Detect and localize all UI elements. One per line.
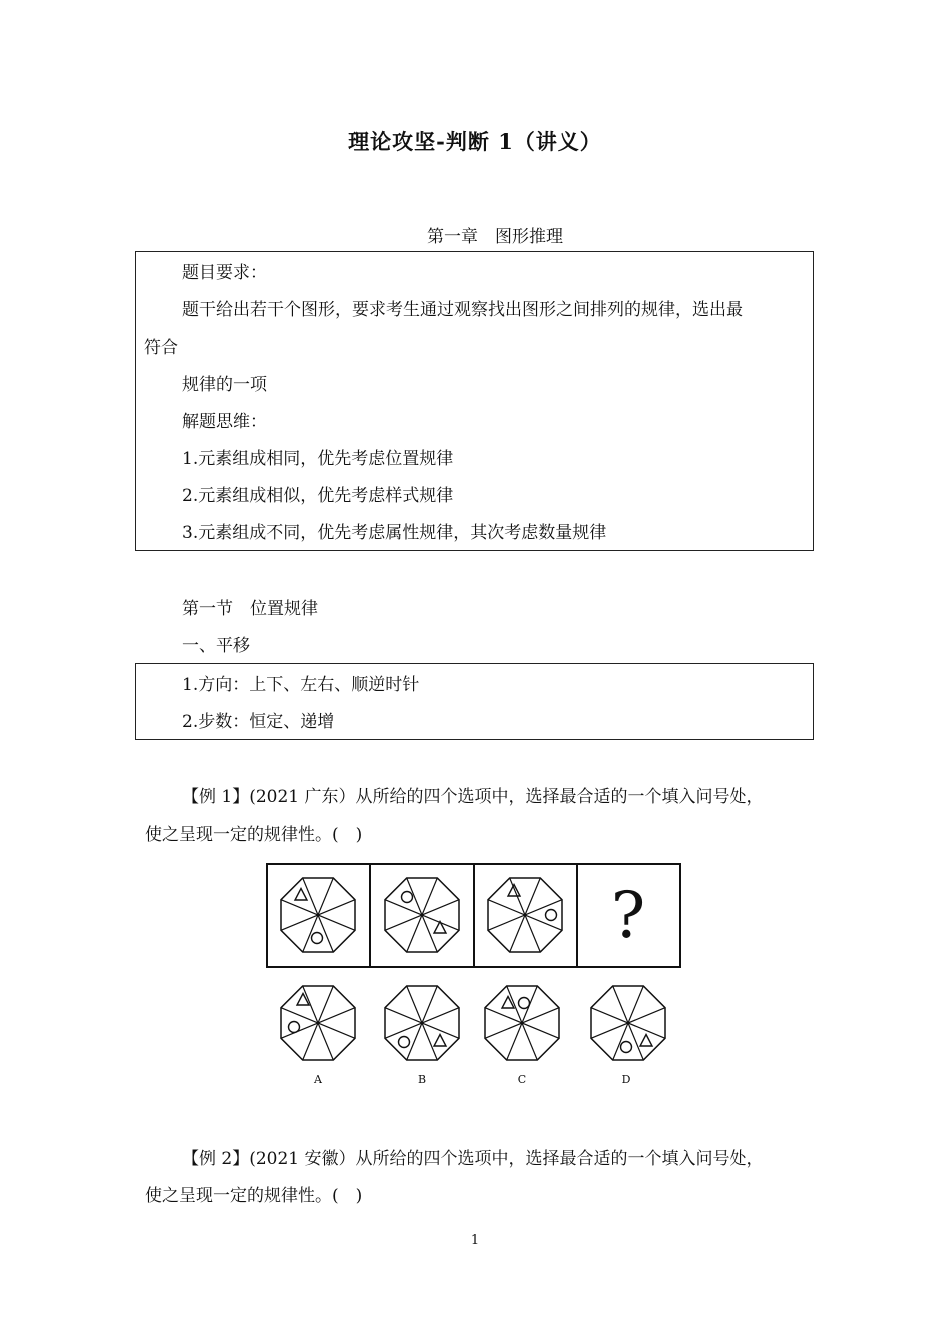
example2-line2: 使之呈现一定的规律性。( ) (145, 1186, 363, 1206)
question-mark: ? (610, 879, 646, 953)
chapter-heading: 第一章 图形推理 (427, 227, 563, 247)
example2-line1: 【例 2】(2021 安徽）从所给的四个选项中，选择最合适的一个填入问号处， (182, 1149, 764, 1169)
option-a-label: A (314, 1073, 322, 1086)
requirements-text-continued: 符合 (144, 338, 178, 358)
thinking-item-2: 2.元素组成相似，优先考虑样式规律 (182, 486, 454, 506)
thinking-heading: 解题思维： (182, 412, 267, 432)
option-a-figure[interactable] (281, 986, 355, 1060)
question-figure-3 (488, 878, 562, 952)
example1-figure (260, 855, 690, 1095)
translation-item-2: 2.步数：恒定、递增 (182, 712, 335, 732)
section-heading: 第一节 位置规律 (182, 599, 318, 619)
translation-box (135, 663, 814, 740)
option-d-figure[interactable] (591, 986, 665, 1060)
page-number: 1 (470, 1233, 480, 1248)
option-b-figure[interactable] (385, 986, 459, 1060)
page-title: 理论攻坚-判断 1（讲义） (348, 129, 602, 154)
requirements-heading: 题目要求： (182, 263, 267, 283)
question-figure-2 (385, 878, 459, 952)
translation-item-1: 1.方向：上下、左右、顺逆时针 (182, 675, 420, 695)
option-c-label: C (517, 1073, 527, 1086)
example1-line2: 使之呈现一定的规律性。( ) (145, 825, 363, 845)
subsection-heading: 一、平移 (182, 636, 250, 656)
option-b-label: B (417, 1073, 427, 1086)
thinking-item-3: 3.元素组成不同，优先考虑属性规律，其次考虑数量规律 (182, 523, 607, 543)
example1-line1: 【例 1】(2021 广东）从所给的四个选项中，选择最合适的一个填入问号处， (182, 787, 764, 807)
option-d-label: D (621, 1073, 631, 1086)
question-figure-1 (281, 878, 355, 952)
thinking-item-1: 1.元素组成相同，优先考虑位置规律 (182, 449, 454, 469)
requirements-text: 题干给出若干个图形，要求考生通过观察找出图形之间排列的规律，选出最 (182, 300, 743, 320)
requirements-box (135, 251, 814, 551)
option-c-figure[interactable] (485, 986, 559, 1060)
requirements-text-end: 规律的一项 (182, 375, 267, 395)
